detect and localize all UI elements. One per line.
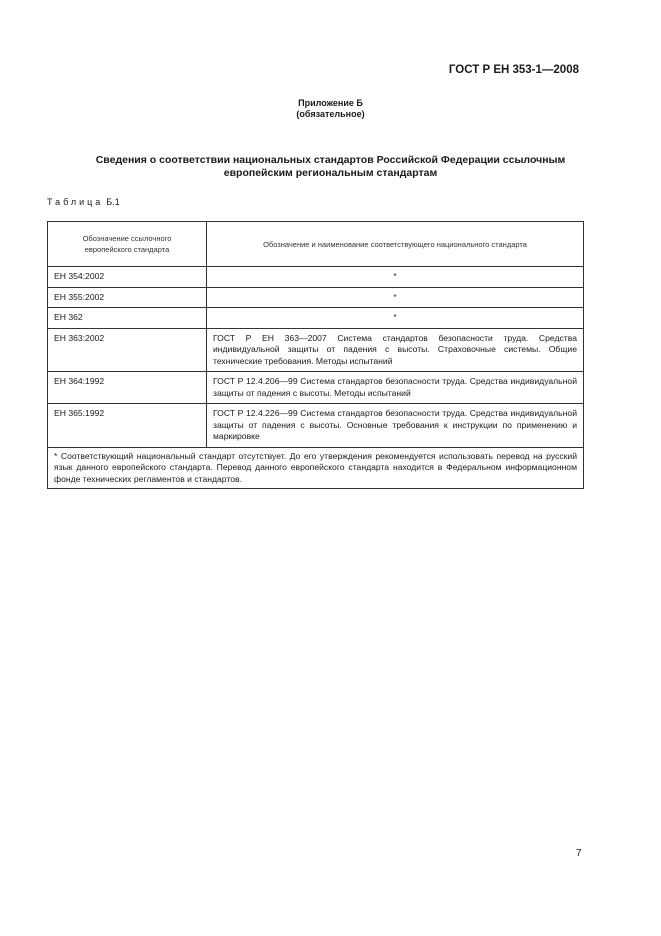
table-label [47, 197, 120, 207]
table-row [48, 287, 584, 308]
ref-standard-cell: ЕН 354:2002 [48, 267, 207, 288]
section-heading [60, 154, 601, 180]
ref-standard-cell: ЕН 365:1992 [48, 404, 207, 448]
table-footnote-row [48, 447, 584, 489]
appendix-status: (обязательное) [296, 109, 365, 119]
ref-standard-cell: ЕН 363:2002 [48, 328, 207, 372]
table-label-word: Таблица [47, 197, 104, 207]
col1-header [48, 222, 207, 267]
document-code: ГОСТ Р ЕН 353-1—2008 [448, 64, 579, 76]
heading-line-1: Сведения о соответствии национальных стандартов Российской Федерации ссылочным [95, 154, 566, 166]
table-row [48, 372, 584, 404]
col2-header: Обозначение и наименование соответствующего национального стандарта [207, 222, 584, 267]
national-standard-cell: * [207, 267, 584, 288]
national-standard-cell: ГОСТ Р ЕН 363—2007 Система стандартов безопасности труда. Средства индивидуальной защиты от падения с высоты. Страховочные системы. Общие технические требования. Методы испытаний [207, 328, 584, 372]
table-header-row [48, 222, 584, 267]
table-label-number: Б.1 [106, 197, 120, 207]
correspondence-table [47, 221, 584, 489]
national-standard-cell: ГОСТ Р 12.4.226—99 Система стандартов безопасности труда. Средства индивидуальной защиты от падения с высоты. Основные требования к инструкции по применению и маркировке [207, 404, 584, 448]
ref-standard-cell: ЕН 362 [48, 308, 207, 329]
heading-line-2: европейским региональным стандартам [223, 167, 438, 179]
table-footnote: * Соответствующий национальный стандарт отсутствует. До его утверждения рекомендуется использовать перевод на русский язык данного европейского стандарта. Перевод данного европейского стандарта находится в Федеральном информационном фонде технических регламентов и стандартов. [48, 447, 584, 489]
national-standard-cell: * [207, 308, 584, 329]
appendix-block [0, 98, 661, 120]
table-row [48, 267, 584, 288]
appendix-title: Приложение Б [298, 98, 363, 108]
table-row [48, 308, 584, 329]
col1-header-line-2: европейского стандарта [84, 245, 170, 254]
national-standard-cell: ГОСТ Р 12.4.206—99 Система стандартов безопасности труда. Средства индивидуальной защиты от падения с высоты. Методы испытаний [207, 372, 584, 404]
ref-standard-cell: ЕН 364:1992 [48, 372, 207, 404]
col1-header-line-1: Обозначение ссылочного [82, 234, 172, 243]
page-number: 7 [576, 848, 582, 859]
ref-standard-cell: ЕН 355:2002 [48, 287, 207, 308]
table-row [48, 404, 584, 448]
table-row [48, 328, 584, 372]
national-standard-cell: * [207, 287, 584, 308]
